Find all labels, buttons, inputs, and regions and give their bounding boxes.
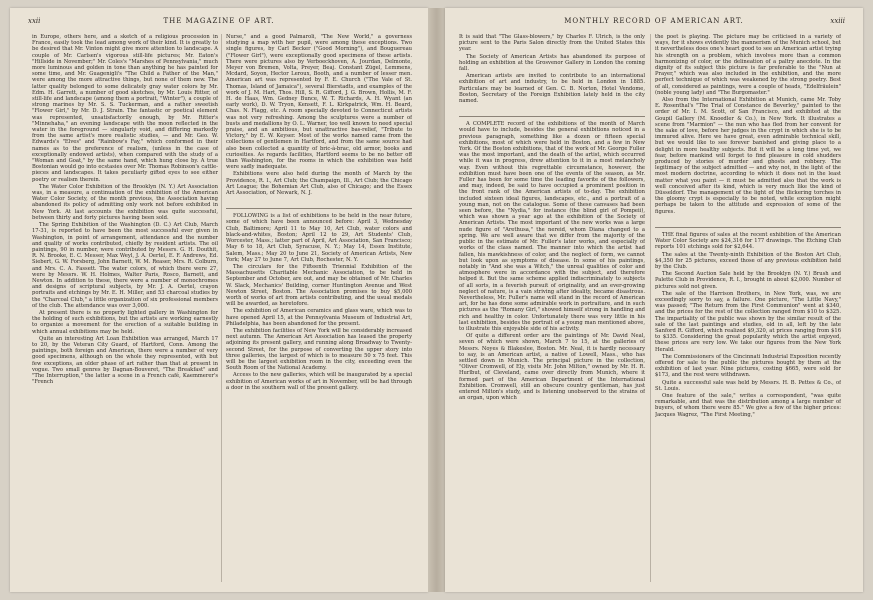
paragraph: The Commissioners of the Cincinnati Industrial Exposition recently offered for sale to the public the pictures bought by them at the exhibition of last year. Nine pictures, costing $665, were sold for $173, and the rest were withdrawn. bbox=[655, 353, 841, 379]
paragraph: The circulars for the Fifteenth Triennial Exhibition of the Massachusetts Charitable Mechanic Association, to be held in September and October, are out, and may be obtained of Mr. Charles W. Slack, Mechanics' Building, corner Huntington Avenue and West Newton Street, Boston. The Association promises to buy $5,000 worth of works of art from artists contributing, and the usual medals will be awarded, as heretofore. bbox=[226, 263, 412, 308]
paragraph: the poet is playing. The picture may be criticised in a variety of ways, for it shows evidently the mannerism of the Munich school, but it nevertheless does one's heart good to see an American artist trying his strength on a problem, which involves more than a common harmonizing of color, or the delineation of a paltry anecdote. In the dignity of its subject this picture is far preferable to the "Nun at Prayer," which was also included in the exhibition, and the more perfect technique of which was weakened by the strong poetry. Best of all, considered as paintings, were a couple of heads, "Edelfräulein" (noble young lady) and "The Burgomaster." bbox=[655, 34, 841, 96]
paragraph: Quite an interesting Art Loan Exhibition was arranged, March 17 to 20, by the Veteran City Guard, of Hartford, Conn. Among the paintings, both foreign and American, there were a number of very good specimens, although on the whole they represented, with but few exceptions, an older phase of art rather than that at present in vogue. Two small genres by Dagnan-Bouveret, "The Breakfast" and "The Interruption," the latter a scene in a French café, Kaemmerer's "French bbox=[32, 335, 218, 386]
right-column-1 bbox=[459, 34, 645, 582]
left-column-2 bbox=[226, 34, 412, 582]
paragraph: in Europe, others here, and a sketch of a religious procession in France, easily took the lead among work of their kind. It is greatly to be desired that Mr. Vinton might give more attention to landscape. A couple of Mr. Carlsen's vigorous still-life pictures; Mr. Eaton's "Hillside in November;" Mr. Coles's "Marshes of Pennsylvania," much more luminous and golden in tone than anything he has painted for some time, and Mr. Guagenigli's "The Child a Father of the Man," were among the more attractive things, but none of them new. The latter quality belonged to some delicately gray water colors by Mr. Edm. H. Garrett, a number of good sketches, by Mr. Louis Ritter, of still-life and landscape (among them a portrait, "Winter"), a couple of strong marines by Mr. S. S. Tuckerman, and a rather sweetish "Flower Girl," by Mr. D. J. Strain. The fantastic or poetical element was represented, unsatisfactorily enough, by Mr. Ritter's "Minnehaha," an evening landscape with the moon reflected in the water in the foreground — singularly void, and differing markedly from the same artist's more realistic studies, — and Mr. Geo. W. Edwards's "Elves" and "Rainbow's Fay," which conformed in their names as to the preference of realism, (unless in the case of exceptionally endowed artists), when compared with the study of a "Woman and Goat," by the same hand, which hung close by. A true Bostonian would go into ecstasies over Mr. Thomas Robinson's cattle-pieces and landscapes. It takes peculiarly gifted eyes to see either poetry or realism therein. bbox=[32, 34, 218, 183]
left-running-head: THE MAGAZINE OF ART. bbox=[163, 17, 275, 25]
right-page-header bbox=[463, 17, 845, 29]
left-page-number: xxii bbox=[28, 17, 41, 25]
section-paragraph: FOLLOWING is a list of exhibitions to be held in the near future, some of which have been announced before: April 3, Wednesday Club, Baltimore; April 11 to May 10, Art Club, water colors and black-and-whites, Boston; April 12 to 29, Art Students' Club, Worcester, Mass.; latter part of April, Art Association, San Francisco; May 6 to 18, Art Club, Syracuse, N. Y.; May 14, Essex Institute, Salem, Mass.; May 20 to June 21, Society of American Artists, New York; May 27 to June 7, Art Club, Rochester, N. Y. bbox=[226, 208, 412, 263]
left-column-1 bbox=[32, 34, 218, 582]
column-divider bbox=[650, 34, 651, 582]
right-column-2 bbox=[655, 34, 841, 582]
book-gutter bbox=[428, 8, 445, 592]
right-running-head: MONTHLY RECORD OF AMERICAN ART. bbox=[564, 17, 744, 25]
paragraph: Exhibitions were also held during the month of March by the Providence, R. I., Art Club; the Champaign, Ill., Art Club; the Chicago Art League; the Bohemian Art Club, also of Chicago; and the Essex Art Association, of Newark, N. J. bbox=[226, 171, 412, 197]
paragraph: At present there is no properly lighted gallery in Washington for the holding of such exhibitions, but the artists are working earnestly to organize a movement for the erection of a suitable building in which annual exhibitions may be held. bbox=[32, 309, 218, 335]
section-paragraph: A COMPLETE record of the exhibitions of the month of March would have to include, besides the general exhibitions noticed in a previous paragraph, something like a dozen or fifteen special exhibitions, most of which were held in Boston, and a few in New York. Of the Boston exhibitions, that of the work of Mr. George Fuller was the most important, and the death of the artist, which occurred while it was in progress, drew attention to it in a most melancholy way. Even without this regrettable circumstance, however, the exhibition must have been one of the events of the season, as Mr. Fuller has been for some time the leading favorite of the followers, and may, indeed, be said to have occupied a prominent position in the front rank of the American artists of to-day. The exhibition included sixteen ideal figures, landscapes, etc., and a portrait of a young man, not on the catalogue. Some of these canvases had been seen before, the "Nydia," for instance (the blind girl of Pompeii), which was shown a year ago at the exhibition of the Society of American Artists. The most important of the new works was a large nude figure of "Arethusa," the nereid, whom Diana changed to a spring. We are well aware that we differ from the majority of the public in the estimate of Mr. Fuller's later works, and especially of works of the class named. The manner into which the artist had fallen, his mawkishness of color, and the neglect of form, we cannot but look upon as symptoms of disease. In some of his paintings, notably in "And she was a Witch," the unreal qualities of color and atmosphere were in accordance with the subject, and therefore helped it. But the same scheme applied indiscriminately to subjects of all sorts, in a feverish pursuit of originality, and an ever-growing neglect of nature, is a vain striving after ideality, became disastrous. Nevertheless, Mr. Fuller's name will stand in the record of American art, for he has done some admirable work in portraiture, and in such pictures as the "Romany Girl," showed himself strong in handling and rich and healthy in color. Unfortunately there was very little in his last exhibition, besides the portrait of a young man mentioned above, to illustrate this enjoyable side of his activity. bbox=[459, 116, 645, 332]
paragraph: It is said that "The Glass-blowers," by Charles F. Ulrich, is the only picture sent to the Paris Salon directly from the United States this year. bbox=[459, 34, 645, 53]
section-paragraph: THE final figures of sales at the recent exhibition of the American Water Color Society are $24,316 for 177 drawings. The Etching Club reports 101 etchings sold for $2,644. bbox=[655, 227, 841, 251]
paragraph: American artists are invited to contribute to an international exhibition of art and industry, to be held in London in 1885. Particulars may be learned of Gen. C. B. Norton, Hotel Vendome, Boston, Secretary of the Foreign Exhibition lately held in the city named. bbox=[459, 73, 645, 105]
right-page bbox=[445, 8, 863, 592]
paragraph: The sale of the Harrison Brothers, in New York, was, we are exceedingly sorry to say, a failure. One picture, "The Little Navy," was passed; "The Return from the First Communion" went at $340, and the prices for the rest of the collection ranged from $10 to $325. The impartiality of the public was shown by the similar result of the sale of the last paintings and studies, old in all, left by the late Sanford R. Gifford, which realized $9,320, at prices ranging from $16 to $335. Considering the great popularity which the artist enjoyed, these prices are very low. We take our figures from the New York Herald. bbox=[655, 290, 841, 353]
paragraph: The sales at the Twenty-ninth Exhibition of the Boston Art Club, $4,350 for 25 pictures, exceed those of any previous exhibition held by the Club. bbox=[655, 251, 841, 270]
paragraph: The exhibition of American ceramics and glass ware, which was to have opened April 15, at the Pennsylvania Museum of Industrial Art, Philadelphia, has been abandoned for the present. bbox=[226, 308, 412, 327]
paragraph: The Second Auction Sale held by the Brooklyn (N. Y.) Brush and Palette Club in Providence, R. I., brought in about $2,000. Number of pictures sold not given. bbox=[655, 271, 841, 290]
right-page-number: xxiii bbox=[830, 17, 845, 25]
left-page-header bbox=[28, 17, 410, 29]
paragraph: The Spring Exhibition of the Washington (D. C.) Art Club, March 17-31, is reported to have been the most successful ever given in Washington, in point of arrangement, attendance and the number and quality of works contributed, chiefly by resident artists. The oil paintings, 90 in number, were contributed by Messrs. G. H. Douthit, R. N. Brooke, E. C. Messer, Max Weyl, J. A. Oertel, E. F. Andrews, Ed. Siebert, G. W. Forsberg, John Barnett, W. M. Reaser, Mrs. R. Colburn, and Mrs. C. A. Fassett. The water colors, of which there were 27, were by Messrs. W. H. Holmes, Walter Paris, Rosco, Barnett, and Newton. In addition to these, there were a number of monochromes and designs of scriptural subjects, by Mr. J. A. Oertel, crayon portraits and etchings by Mr. E. H. Miller, and 53 charcoal studies by the "Charcoal Club," a little organization of six professional members of the club. The attendance was over 3,000. bbox=[32, 222, 218, 309]
left-page bbox=[10, 8, 428, 592]
paragraph: Also from the International Exhibition at Munich, came Mr. Toby E. Rosenthal's "The Trial of Constance de Beverley," painted to the order of Mr. I. M. Scott, of San Francisco, and exhibited at the Goupil Gallery (M. Knoedler & Co.), in New York. It illustrates a scene from "Marmion" — the nun who has fled from her convent for the sake of love, before her judges in the crypt in which she is to be immured alive. Here we have great, even admirable technical skill, but we would like to see forever banished and giving place to a delight in more healthy subjects. But it will be a long time yet, we fear, before mankind will forget to find pleasure in cold shudders produced by stories of murder and ghosts and robbery. The legitimacy of the subject admitted — and why not, in the light of the most modern doctrine, according to which it does not in the least matter what you paint — it must be admitted also that the work is well conceived after its kind, which is very much like the kind of Düsseldorf. The management of the light of the flickering torches in the gloomy crypt is especially to be noted, while exception might perhaps be taken to the attitude and expression of some of the figures. bbox=[655, 97, 841, 215]
paragraph: Quite a successful sale was held by Messrs. H. B. Pettes & Co., of St. Louis. bbox=[655, 379, 841, 392]
paragraph: The Water Color Exhibition of the Brooklyn (N. Y.) Art Association was, in a measure, a continuation of the exhibition of the American Water Color Society, of the month previous, the Association having abandoned its policy of admitting only work not before exhibited in New York. At last accounts the exhibition was quite successful, between thirty and forty pictures having been sold. bbox=[32, 183, 218, 221]
paragraph: Of quite a different order are the paintings of Mr. David Neal, seven of which were shown, March 7 to 15, at the galleries of Messrs. Noyes & Blakeslee, Boston. Mr. Neal, it is hardly necessary to say, is an American artist, a native of Lowell, Mass., who has settled down in Munich. The principal picture in the collection, "Oliver Cromwell, of Ely, visits Mr. John Milton," owned by Mr. H. R. Hurlbut, of Cleveland, came over directly from Munich, where it formed part of the American Department of the International Exhibition. Cromwell, still an obscure country gentleman, has just entered Milton's study, and is listening unobserved to the strains of an organ, upon which bbox=[459, 333, 645, 402]
column-divider bbox=[221, 34, 222, 582]
paragraph: The exhibition facilities of New York will be considerably increased next autumn. The American Art Association has leased the property adjoining its present gallery, and running along Broadway to Twenty-second Street, for the purpose of converting the upper story into three galleries, the largest of which is to measure 50 x 75 feet. This will be the largest exhibition room in the city, exceeding even the South Room of the National Academy. bbox=[226, 327, 412, 372]
paragraph: One feature of the sale," writes a correspondent, "was quite remarkable, and that was the distribution among a large number of buyers, of whom there were 85." We give a few of the higher prices: Jacques Wagrez, "The First Meeting," bbox=[655, 392, 841, 418]
paragraph: Nurse," and a good Palmaroli, "The New World," a governess studying a map with her pupil, were among these exceptions. Two single figures, by Carl Becker ("Good Morning"), and Bouguereau ("Flower Girl"), were exceptionally good specimens of these artists. There were pictures also by Verboeckhoven, A. Jourdan, Delmonte, Meyer von Bremen, Volta, Preyer, Beaj. Constant Zügel, Lemmens, Mcdard, Soyon, Hector Leroux, Booth, and a number of lesser men. American art was represented by F. E. Church ("The Vale of St. Thomas, Island of Jamaica"), several Bierstadts, and examples of the work of J. M. Hart, Thos. Hill, S. R. Gifford, J. G. Brown, Hollis, M. F. H. de Haas, Wm. Gedney Bunce, W. T. Richards, A. H. Wyant (an early work), D. W. Tryon, Kensett, F. L. Kirkpatrick, Wm. H. Beard, Chas. N. Flagg, etc. A room specially devoted to Connecticut artists was not very refreshing. Among the sculptures were a number of busts and medallions by O. L. Warner, too well known to need special praise, and an ambitious, but unattractive bas-relief, "Tribute to Victory," by E. W. Keyser. Most of the works named came from the collections of gentlemen in Hartford, and from the same source had also been collected a quantity of bric-à-brac, old armor, books and curiosities. As regards facilities, Hartford seems to be no better off than Washington, for the rooms in which the exhibition was held were sadly inadequate. bbox=[226, 34, 412, 171]
paragraph: Access to the new galleries, which will be inaugurated by a special exhibition of American works of art in November, will be had through a door in the southern wall of the present gallery. bbox=[226, 372, 412, 391]
paragraph: The Society of American Artists has abandoned its purpose of holding an exhibition at the Grosvenor Gallery in London the coming fall. bbox=[459, 53, 645, 73]
